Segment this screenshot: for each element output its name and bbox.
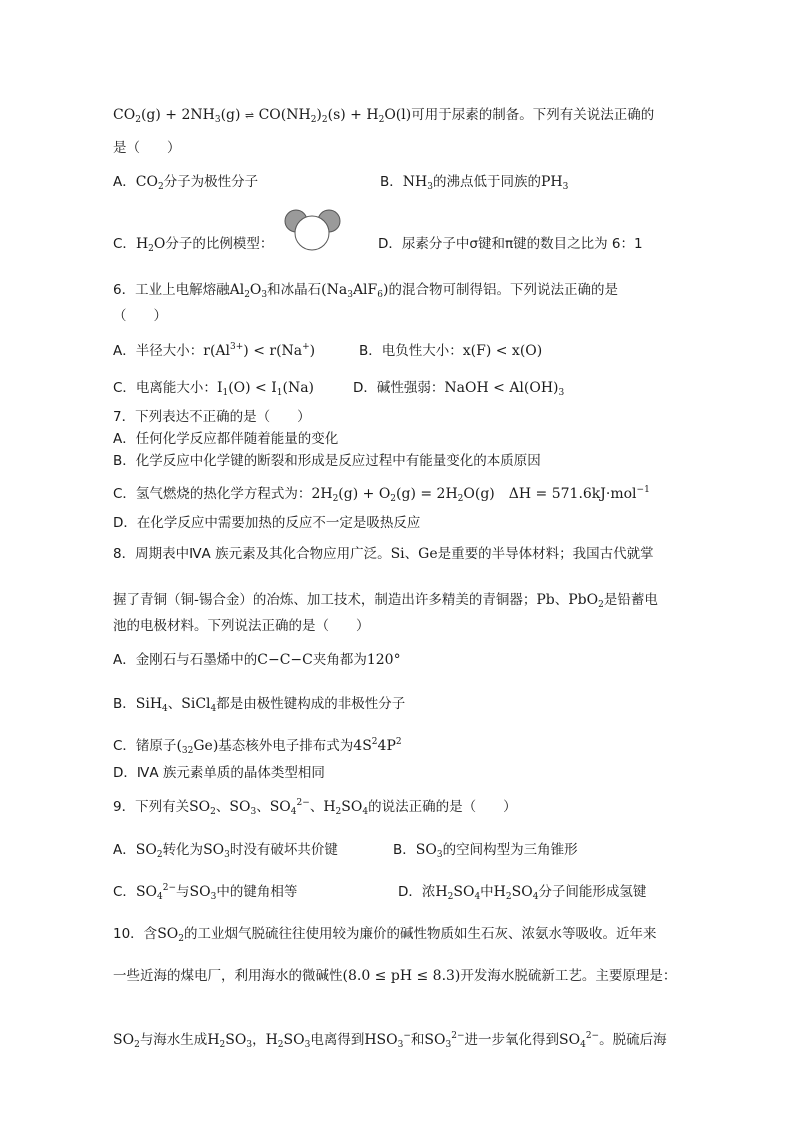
q10-line1: 10．含$SO_2$的工业烟气脱硫往往使用较为廉价的碱性物质如生石灰、浓氨水等吸收。近年来 [113,926,657,944]
q5-option-d[interactable]: D．尿素分子中σ键和π键的数目之比为 6：1 [378,236,643,252]
urea-equation: $CO_2(g) + 2NH_3(g)$ ⇌ $CO(NH_2)_2(s) + H_2O(l)$ [113,107,412,125]
q6-stem-line1: 6．工业上电解熔融$Al_2O_3$和冰晶石$(Na_3AlF_6)$的混合物可制得铝。下列说法正确的是 [113,282,618,300]
q9-option-c[interactable]: C．$SO_4^{2-}$与$SO_3$中的键角相等 [113,883,298,902]
q6-option-b[interactable]: B．电负性大小：x(F) < x(O) [359,343,543,359]
q8-option-b[interactable]: B．SiH$_4$、SiCl$_4$都是由极性键构成的非极性分子 [113,696,406,714]
q7-option-c[interactable]: C．氢气燃烧的热化学方程式为：$2H_2(g) + O_2(g) = 2H_2O(g)$ ΔH = 571.6kJ·mol$^{-1}$ [113,485,650,504]
q9-stem: 9．下列有关$SO_2$、$SO_3$、$SO_4^{2-}$、$H_2SO_4$的说法正确的是（ ） [113,798,517,817]
q10-line2: 一些近海的煤电厂，利用海水的微碱性(8.0 ≤ pH ≤ 8.3)开发海水脱硫新工艺。主要原理是： [113,968,677,984]
q9-option-b[interactable]: B．$SO_3$的空间构型为三角锥形 [393,842,578,860]
q9-option-a[interactable]: A．$SO_2$转化为$SO_3$时没有破坏共价键 [113,842,338,860]
q8-stem-line3: 池的电极材料。下列说法正确的是（ ） [113,618,370,634]
q6-option-d[interactable]: D．碱性强弱：NaOH < $Al(OH)_3$ [353,380,565,398]
q8-option-d[interactable]: D．ⅣA 族元素单质的晶体类型相同 [113,765,325,781]
q7-option-a[interactable]: A．任何化学反应都伴随着能量的变化 [113,431,339,447]
q9-option-d[interactable]: D．浓$H_2SO_4$中$H_2SO_4$分子间能形成氢键 [398,884,647,902]
q7-option-b[interactable]: B．化学反应中化学键的断裂和形成是反应过程中有能量变化的本质原因 [113,453,541,469]
q6-stem-line2: （ ） [113,308,167,324]
q10-line3: $SO_2$与海水生成$H_2SO_3$，$H_2SO_3$电离得到$HSO_3^-$和$SO_3^{2-}$进一步氧化得到$SO_4^{2-}$。脱硫后海 [113,1031,667,1050]
q5-option-b[interactable]: B．$NH_3$的沸点低于同族的$PH_3$ [380,174,569,192]
q8-stem-line1: 8．周期表中ⅣA 族元素及其化合物应用广泛。Si、Ge是重要的半导体材料；我国古代就掌 [113,546,654,562]
q8-option-c[interactable]: C．锗原子$(_{32}Ge)$基态核外电子排布式为$4S^24P^2$ [113,737,402,756]
q5-stem-line2: 是（ ） [113,140,181,156]
q8-stem-line2: 握了青铜（铜-锡合金）的冶炼、加工技术，制造出许多精美的青铜器；Pb、PbO$_2$是铅蓄电 [113,592,658,610]
q6-option-c[interactable]: C．电离能大小：$I_1(O) < I_1(Na)$ [113,380,315,398]
q5-option-c[interactable]: C．$H_2O$分子的比例模型： [113,236,274,254]
q7-option-d[interactable]: D．在化学反应中需要加热的反应不一定是吸热反应 [113,515,421,531]
q8-option-a[interactable]: A．金刚石与石墨烯中的C−C−C夹角都为120° [113,652,401,668]
q6-option-a[interactable]: A．半径大小：$r(Al^{3+}) < r(Na^+)$ [113,342,316,359]
q7-stem: 7．下列表达不正确的是（ ） [113,409,311,425]
water-space-filling-model [283,206,343,252]
q5-stem-line1: $CO_2(g) + 2NH_3(g)$ ⇌ $CO(NH_2)_2(s) + H_2O(l)$可用于尿素的制备。下列有关说法正确的 [113,107,655,125]
q5-option-a[interactable]: A．$CO_2$分子为极性分子 [113,174,259,192]
